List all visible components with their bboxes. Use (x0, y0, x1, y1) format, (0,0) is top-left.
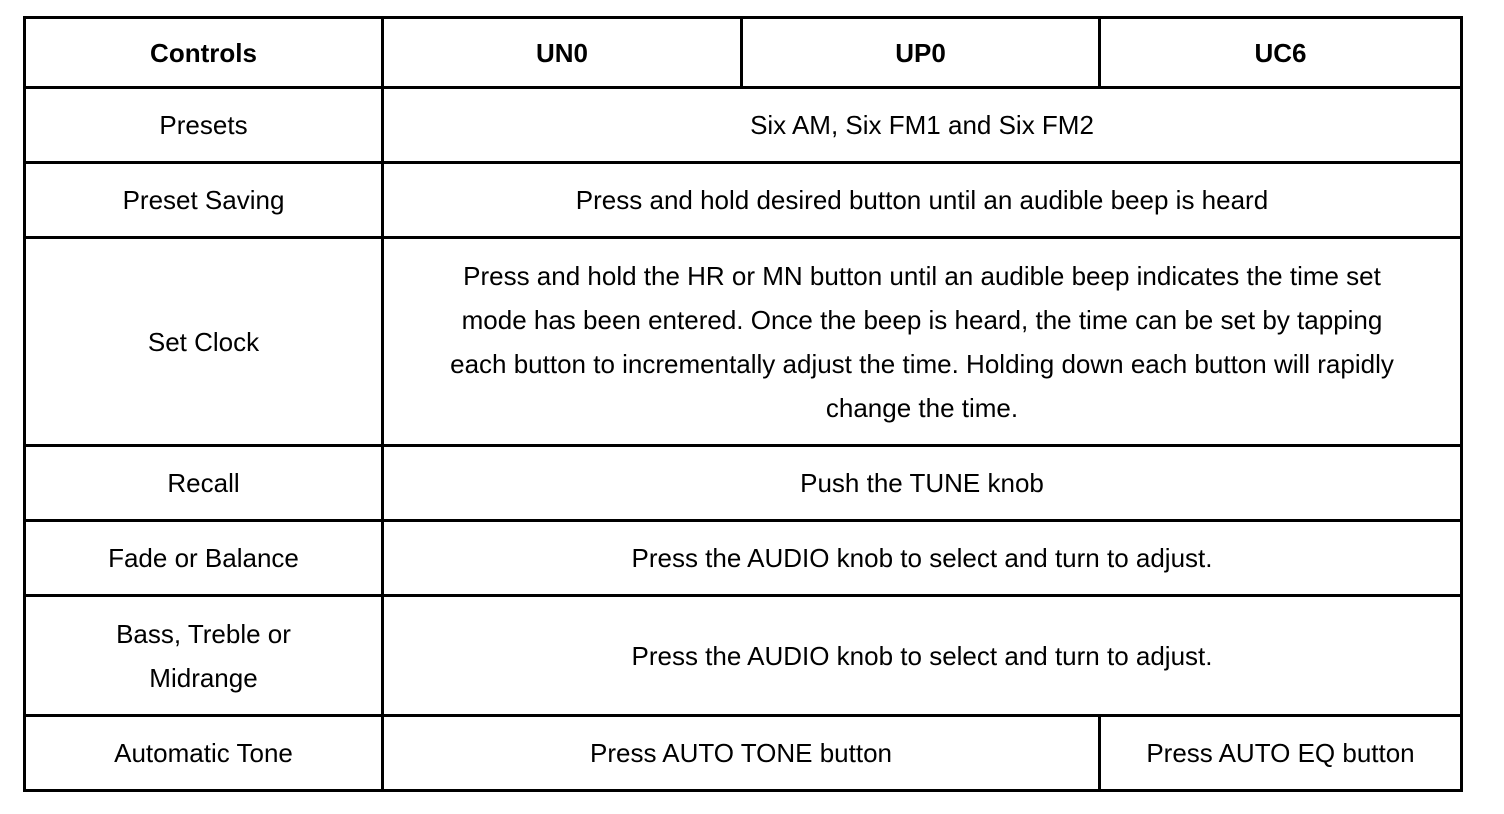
header-controls: Controls (25, 18, 383, 88)
control-description-uc6: Press AUTO EQ button (1100, 716, 1462, 791)
control-description (383, 238, 1462, 446)
header-row (25, 18, 1462, 88)
control-name: Set Clock (25, 238, 383, 446)
control-description: Six AM, Six FM1 and Six FM2 (383, 88, 1462, 163)
table-row (25, 521, 1462, 596)
bass-treble-label: Bass, Treble or Midrange (116, 618, 291, 693)
header-un0: UN0 (383, 18, 742, 88)
table-row (25, 446, 1462, 521)
controls-table (23, 16, 1463, 792)
control-description-un0-up0: Press AUTO TONE button (383, 716, 1100, 791)
control-description: Press and hold desired button until an audible beep is heard (383, 163, 1462, 238)
set-clock-text: Press and hold the HR or MN button until an audible beep indicates the time set mode has been entered. Once the beep is heard, the time can be set by tapping each button to incrementally adjust the time. Holding down each button will rapidly change the time. (450, 260, 1394, 423)
header-up0: UP0 (742, 18, 1100, 88)
table-row (25, 238, 1462, 446)
control-description: Press the AUDIO knob to select and turn to adjust. (383, 596, 1462, 716)
control-name: Automatic Tone (25, 716, 383, 791)
control-name: Fade or Balance (25, 521, 383, 596)
control-name: Recall (25, 446, 383, 521)
table-row (25, 88, 1462, 163)
header-uc6: UC6 (1100, 18, 1462, 88)
control-name: Preset Saving (25, 163, 383, 238)
control-description: Press the AUDIO knob to select and turn to adjust. (383, 521, 1462, 596)
control-name: Presets (25, 88, 383, 163)
control-name (25, 596, 383, 716)
table-row (25, 163, 1462, 238)
table-row (25, 716, 1462, 791)
control-description: Push the TUNE knob (383, 446, 1462, 521)
table-row (25, 596, 1462, 716)
